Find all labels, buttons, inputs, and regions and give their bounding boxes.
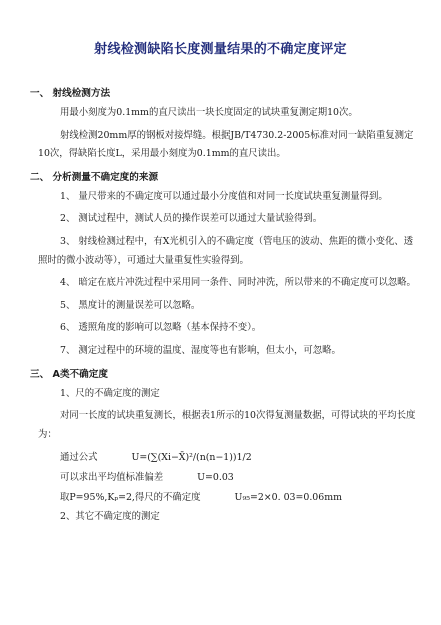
- formula: U=(∑(Xi−X̄)²/(n(n−1))1/2: [131, 452, 252, 464]
- list-item: [38, 274, 419, 293]
- list-item-text: 2、 测试过程中，测试人员的操作误差可以通过大量试验得到。: [60, 213, 323, 225]
- paragraph: [38, 104, 419, 123]
- document-body: [30, 84, 419, 531]
- coverage-line: [38, 488, 419, 508]
- list-item-text: 6、 透照角度的影响可以忽略（基本保持不变）。: [60, 322, 262, 334]
- std-value: U=0.03: [197, 472, 234, 484]
- list-item: [38, 319, 419, 338]
- document-title: 射线检测缺陷长度测量结果的不确定度评定: [94, 42, 347, 57]
- list-item: [38, 233, 419, 270]
- paragraph: [38, 127, 419, 164]
- list-item-text: 3、 射线检测过程中，有X光机引入的不确定度（管电压的波动、焦距的微小变化、透照时的微小波动等），可通过大量重复性实验得到。: [38, 235, 414, 266]
- list-item-text: 5、 黑度计的测量误差可以忽略。: [60, 299, 201, 311]
- list-item: [38, 342, 419, 361]
- list-item-text: 4、 暗定在底片冲洗过程中采用同一条件、同时冲洗，所以带来的不确定度可以忽略。: [60, 277, 416, 289]
- formula-label: 通过公式: [60, 452, 98, 464]
- std-line: [38, 468, 419, 488]
- list-item-text: 1、 量尺带来的不确定度可以通过最小分度值和对同一长度试块重复测量得到。: [60, 190, 388, 202]
- paragraph-text: 射线检测20mm厚的钢板对接焊缝。根据JB/T4730.2-2005标准对同一缺陷重复测定10次，得缺陷长度L，采用最小刻度为0.1mm的直尺读出。: [38, 129, 414, 160]
- subheading: [38, 508, 419, 527]
- section-heading-2: 二、 分析测量不确定度的来源: [30, 171, 159, 183]
- paragraph-text: 用最小刻度为0.1mm的直尺读出一块长度固定的试块重复测定期10次。: [60, 107, 358, 118]
- paragraph: [38, 407, 419, 444]
- subheading-text: 2、其它不确定度的测定: [60, 511, 160, 523]
- list-item: [38, 210, 419, 229]
- list-item: [38, 297, 419, 316]
- paragraph-text: 对同一长度的试块重复测长，根据表1所示的10次得复测量数据，可得试块的平均长度为：: [38, 410, 416, 440]
- section-heading-1: 一、 射线检测方法: [30, 88, 111, 99]
- list-item: [38, 188, 419, 207]
- coverage-label: 取P=95%,Kₚ=2,得尺的不确定度: [60, 492, 201, 504]
- coverage-value: U₉₅=2×0. 03=0.06mm: [234, 492, 343, 504]
- subheading: [38, 385, 419, 404]
- std-label: 可以求出平均值标准偏差: [60, 472, 164, 484]
- section-heading-3: 三、 A类不确定度: [30, 368, 108, 380]
- list-item-text: 7、 测定过程中的环境的温度、湿度等也有影响，但太小，可忽略。: [60, 344, 341, 356]
- formula-line: [38, 448, 419, 468]
- subheading-text: 1、尺的不确定度的测定: [60, 387, 160, 399]
